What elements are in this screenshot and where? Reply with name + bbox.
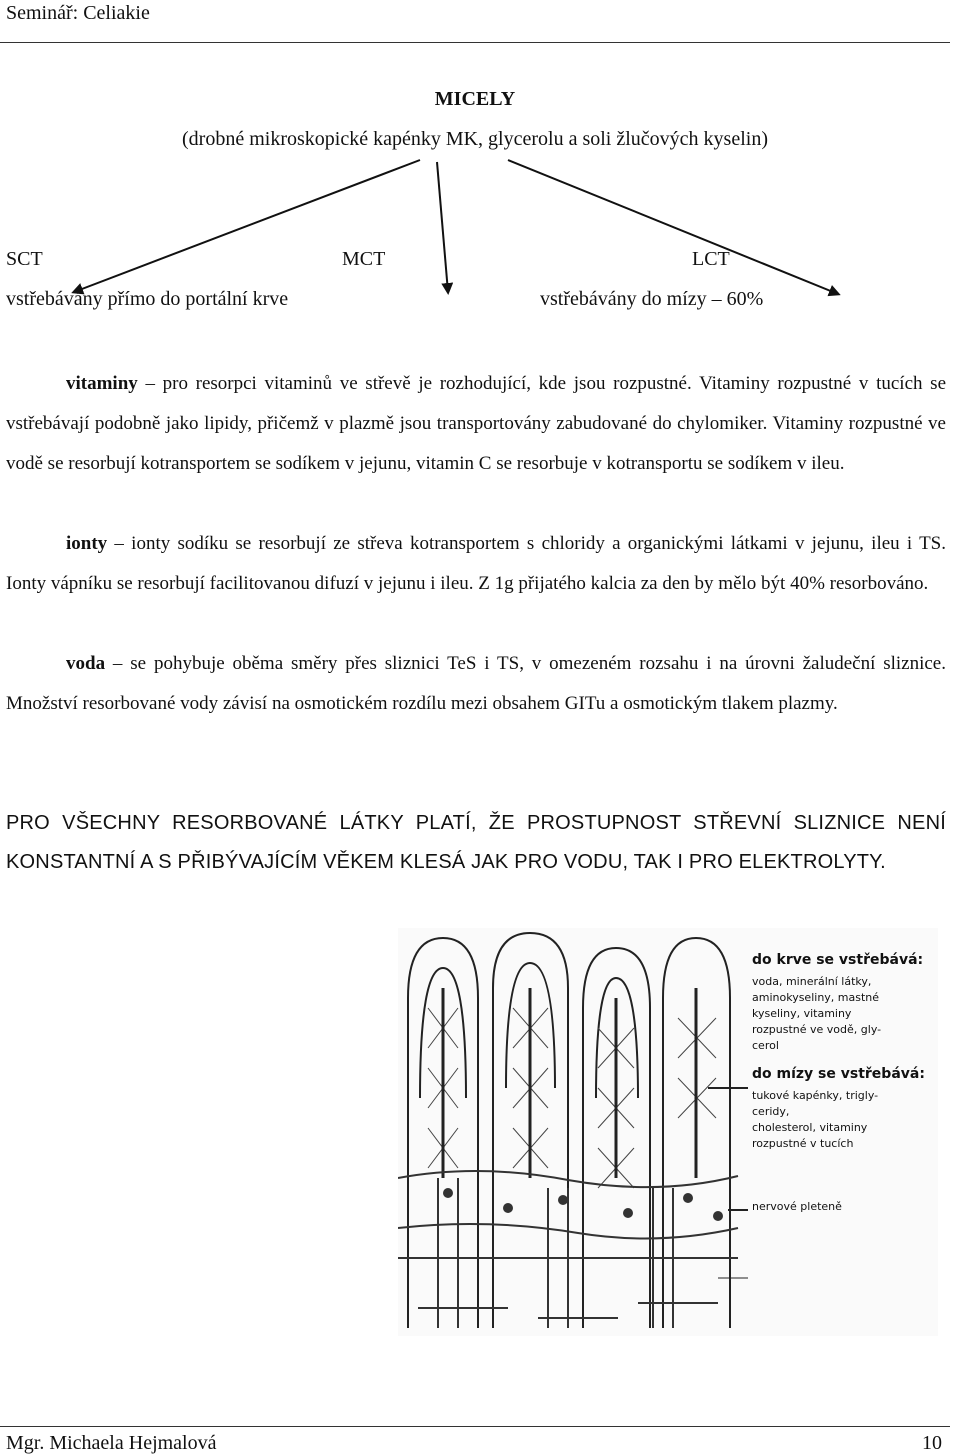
term-ionty: ionty: [66, 533, 108, 554]
arrow-to-mct: [437, 162, 448, 292]
villi-illustration: [398, 928, 938, 1336]
text-vitaminy: – pro resorpci vitaminů ve střevě je rozhodující, kde jsou rozpustné. Vitaminy rozpustné v tucích se vstřebávají podobně jako lipidy, přičemž v plazmě jsou transportovány zabudované do chylomiker. Vitaminy rozpustné ve vodě se resorbují kotransportem se sodíkem v jejunu, vitamin C se resorbuje v kotransportu se sodíkem v ileu.: [6, 373, 946, 474]
paragraph-ionty: [6, 524, 946, 604]
conclusion-text: PRO VŠECHNY RESORBOVANÉ LÁTKY PLATÍ, ŽE PROSTUPNOST STŘEVNÍ SLIZNICE NENÍ KONSTANTNÍ A S PŘIBÝVAJÍCÍM VĚKEM KLESÁ JAK PRO VODU, TAK I PRO ELEKTROLYTY.: [6, 812, 946, 873]
term-voda: voda: [66, 653, 106, 674]
fig-krve-line: cerol: [752, 1039, 779, 1052]
portal-caption: vstřebávány přímo do portální krve: [6, 288, 289, 310]
fig-krve-list: [752, 974, 881, 1054]
footer-rule: [0, 1426, 950, 1427]
term-vitaminy: vitaminy: [66, 373, 138, 394]
text-ionty: – ionty sodíku se resorbují ze střeva kotransportem s chloridy a organickými látkami v jejunu, ileu i TS. Ionty vápníku se resorbují facilitovanou difuzí v jejunu i ileu. Z 1g přijatého kalcia za den by mělo být 40% resorbováno.: [6, 533, 946, 594]
arrow-to-lct: [508, 160, 838, 294]
fig-mizy-heading: do mízy se vstřebává:: [752, 1066, 925, 1082]
text-voda: – se pohybuje oběma směry přes sliznici TeS i TS, v omezeném rozsahu i na úrovni žaludeční sliznice. Množství resorbované vody závisí na osmotickém rozdílu mezi obsahem GITu a osmotickým tlakem plazmy.: [6, 653, 946, 714]
micely-arrows: [0, 0, 960, 320]
page-number: 10: [922, 1432, 942, 1454]
micely-title: MICELY: [434, 88, 516, 110]
fig-krve-line: aminokyseliny, mastné: [752, 991, 880, 1004]
fig-krve-line: rozpustné ve vodě, gly-: [752, 1023, 882, 1036]
page-header-title: Seminář: Celiakie: [6, 2, 150, 24]
sct-label: SCT: [6, 248, 43, 270]
fig-krve-heading: do krve se vstřebává:: [752, 952, 924, 968]
micely-subtitle: (drobné mikroskopické kapénky MK, glycerolu a soli žlučových kyselin): [182, 128, 768, 150]
fig-krve-line: kyseliny, vitaminy: [752, 1007, 852, 1020]
paragraph-voda: [6, 644, 946, 724]
lct-label: LCT: [692, 248, 730, 270]
fig-krve-line: voda, minerální látky,: [752, 975, 872, 988]
arrow-to-sct: [74, 160, 420, 292]
fig-nerve-label: nervové pleteně: [752, 1200, 842, 1213]
fig-mizy-line: cholesterol, vitaminy: [752, 1121, 868, 1134]
lymph-caption: vstřebávány do mízy – 60%: [540, 288, 764, 310]
footer-author: Mgr. Michaela Hejmalová: [6, 1432, 217, 1454]
mct-label: MCT: [342, 248, 386, 270]
paragraph-vitaminy: [6, 364, 946, 484]
fig-mizy-list: [752, 1088, 878, 1152]
fig-mizy-line: ceridy,: [752, 1105, 790, 1118]
fig-mizy-line: tukové kapénky, trigly-: [752, 1089, 879, 1102]
fig-mizy-line: rozpustné v tucích: [752, 1137, 854, 1150]
